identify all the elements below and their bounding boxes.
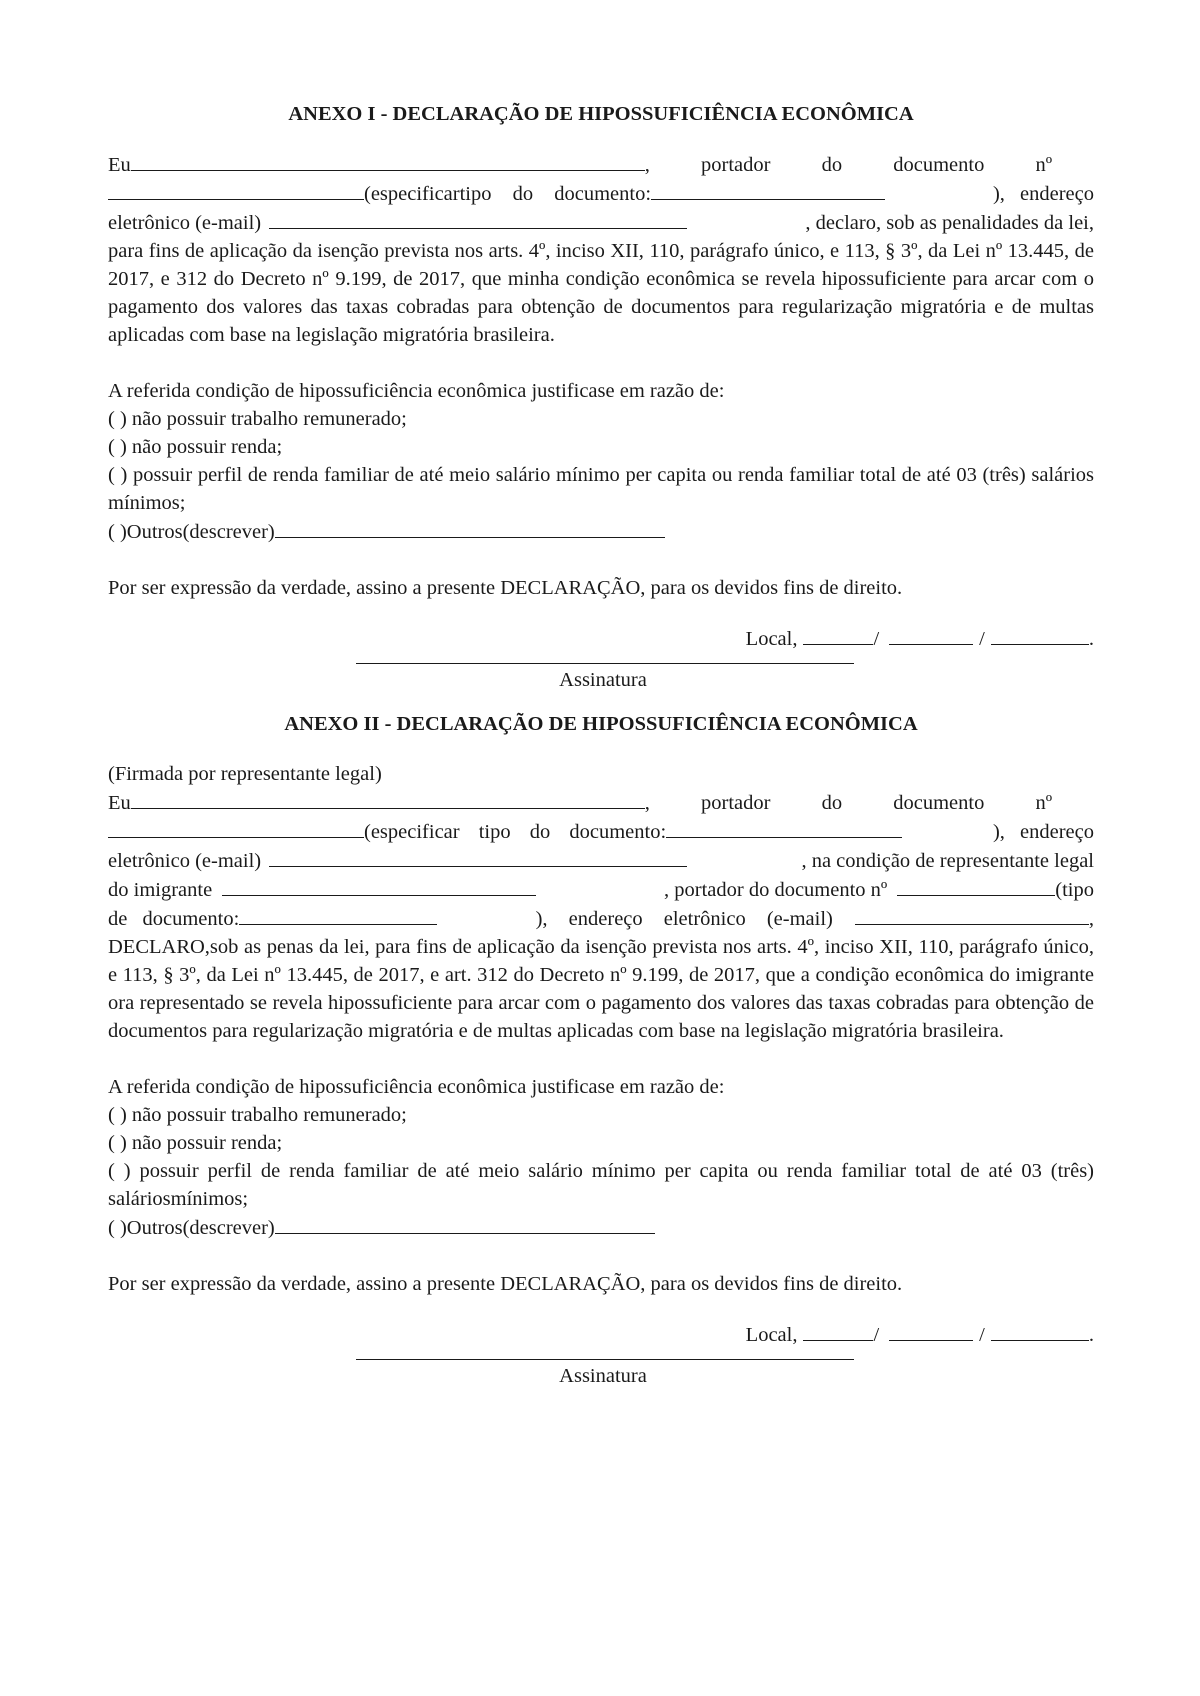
local-label: Local, <box>745 628 798 650</box>
period: . <box>1088 1324 1094 1346</box>
imigrante-label: do imigrante <box>108 879 213 901</box>
month-field[interactable] <box>889 624 973 645</box>
outros-field[interactable] <box>275 517 665 538</box>
immigrant-email-field[interactable] <box>855 904 1089 925</box>
annex-2-body: DECLARO,sob as penas da lei, para fins de aplicação da isenção prevista nos arts. 4º, inciso XII, 110, parágrafo único, e 113, § 3º, da Lei nº 13.445, de 2017, e art. 312 do Decreto nº 9.199, de 2017, que a condição econômica do imigrante ora representado se revela hipossuficiente para arcar com o pagamento dos valores das taxas cobradas para obtenção de documentos para regularização migratória e de multas aplicadas com base na legislação migratória brasileira. <box>108 936 1094 1042</box>
endereco-label: ), endereço <box>992 821 1094 843</box>
tipo-doc-label: (especificar tipo do documento: <box>364 821 667 843</box>
email-field[interactable] <box>269 846 687 867</box>
portador-label: , portador do documento nº <box>644 792 1053 814</box>
document-type-field[interactable] <box>666 817 902 838</box>
annex-2-subtitle: (Firmada por representante legal) <box>108 763 382 785</box>
annex-1-line-name <box>108 150 1094 179</box>
period: . <box>1088 628 1094 650</box>
outros-label[interactable]: ( )Outros(descrever) <box>108 521 275 543</box>
annex-1-title: ANEXO I - DECLARAÇÃO DE HIPOSSUFICIÊNCIA ECONÔMICA <box>288 103 914 125</box>
tipo-open-label: (tipo <box>1055 879 1094 901</box>
day-field[interactable] <box>803 624 873 645</box>
annex-2-option-3[interactable]: ( ) possuir perfil de renda familiar de até meio salário mínimo per capita ou renda familiar total de até 03 (três) saláriosmínimos; <box>108 1160 1094 1210</box>
email-label: eletrônico (e-mail) <box>108 212 262 234</box>
signature-line[interactable] <box>356 1359 854 1360</box>
name-field[interactable] <box>131 150 645 171</box>
slash-1: / <box>873 628 880 650</box>
declaro-label: , declaro, sob as penalidades da lei, <box>805 212 1094 234</box>
annex-1-line-doc <box>108 179 1094 208</box>
immigrant-document-field[interactable] <box>897 875 1055 896</box>
annex-2-line-email <box>108 846 1094 875</box>
annex-2-line-name <box>108 788 1094 817</box>
annex-2-line-tipo <box>108 904 1094 933</box>
annex-1 <box>108 100 1094 694</box>
email-field[interactable] <box>269 208 687 229</box>
annex-2-line-imigrante <box>108 875 1094 904</box>
slash-1: / <box>873 1324 880 1346</box>
eu-label: Eu <box>108 154 131 176</box>
signature-label: Assinatura <box>559 669 647 691</box>
annex-1-option-3[interactable]: ( ) possuir perfil de renda familiar de até meio salário mínimo per capita ou renda familiar total de até 03 (três) salários mínimos; <box>108 464 1094 514</box>
annex-2-option-1[interactable]: ( ) não possuir trabalho remunerado; <box>108 1104 407 1126</box>
outros-field[interactable] <box>275 1213 655 1234</box>
annex-1-line-email <box>108 208 1094 237</box>
annex-1-local-date <box>108 624 1094 653</box>
signature-label: Assinatura <box>559 1365 647 1387</box>
annex-2-local-date <box>108 1320 1094 1349</box>
email-label: eletrônico (e-mail) <box>108 850 262 872</box>
annex-1-closing: Por ser expressão da verdade, assino a presente DECLARAÇÃO, para os devidos fins de direito. <box>108 577 903 599</box>
immigrant-name-field[interactable] <box>222 875 536 896</box>
document-number-field[interactable] <box>108 179 364 200</box>
portador-label: , portador do documento nº <box>644 154 1053 176</box>
annex-2-line-doc <box>108 817 1094 846</box>
annex-2-title: ANEXO II - DECLARAÇÃO DE HIPOSSUFICIÊNCIA ECONÔMICA <box>284 713 918 735</box>
comma: , <box>1088 908 1094 930</box>
annex-1-option-2[interactable]: ( ) não possuir renda; <box>108 436 283 458</box>
representante-label: , na condição de representante legal <box>801 850 1094 872</box>
local-label: Local, <box>745 1324 798 1346</box>
signature-line[interactable] <box>356 663 854 664</box>
annex-1-option-outros <box>108 517 1094 546</box>
annex-1-body: para fins de aplicação da isenção prevista nos arts. 4º, inciso XII, 110, parágrafo único, e 113, § 3º, da Lei nº 13.445, de 2017, e 312 do Decreto nº 9.199, de 2017, que minha condição econômica se revela hipossuficiente para arcar com o pagamento dos valores das taxas cobradas para obtenção de documentos para regularização migratória e de multas aplicadas com base na legislação migratória brasileira. <box>108 240 1094 346</box>
immigrant-document-type-field[interactable] <box>239 904 437 925</box>
portador-imigrante-label: , portador do documento nº <box>664 879 888 901</box>
annex-1-option-1[interactable]: ( ) não possuir trabalho remunerado; <box>108 408 407 430</box>
annex-2-option-2[interactable]: ( ) não possuir renda; <box>108 1132 283 1154</box>
tipo-doc-label: (especificartipo do documento: <box>364 183 652 205</box>
day-field[interactable] <box>803 1320 873 1341</box>
month-field[interactable] <box>889 1320 973 1341</box>
annex-2 <box>108 710 1094 1390</box>
document-type-field[interactable] <box>651 179 885 200</box>
annex-2-option-outros <box>108 1213 1094 1242</box>
document-number-field[interactable] <box>108 817 364 838</box>
name-field[interactable] <box>131 788 645 809</box>
de-documento-label: de documento: <box>108 908 240 930</box>
year-field[interactable] <box>991 624 1089 645</box>
eu-label: Eu <box>108 792 131 814</box>
outros-label[interactable]: ( )Outros(descrever) <box>108 1217 275 1239</box>
slash-2: / <box>979 628 985 650</box>
endereco-email-label: ), endereço eletrônico (e-mail) <box>535 908 833 930</box>
annex-2-justifica: A referida condição de hipossuficiência econômica justificase em razão de: <box>108 1076 725 1098</box>
slash-2: / <box>979 1324 985 1346</box>
annex-1-justifica: A referida condição de hipossuficiência econômica justificase em razão de: <box>108 380 725 402</box>
annex-2-closing: Por ser expressão da verdade, assino a presente DECLARAÇÃO, para os devidos fins de direito. <box>108 1273 903 1295</box>
endereco-label: ), endereço <box>992 183 1094 205</box>
year-field[interactable] <box>991 1320 1089 1341</box>
